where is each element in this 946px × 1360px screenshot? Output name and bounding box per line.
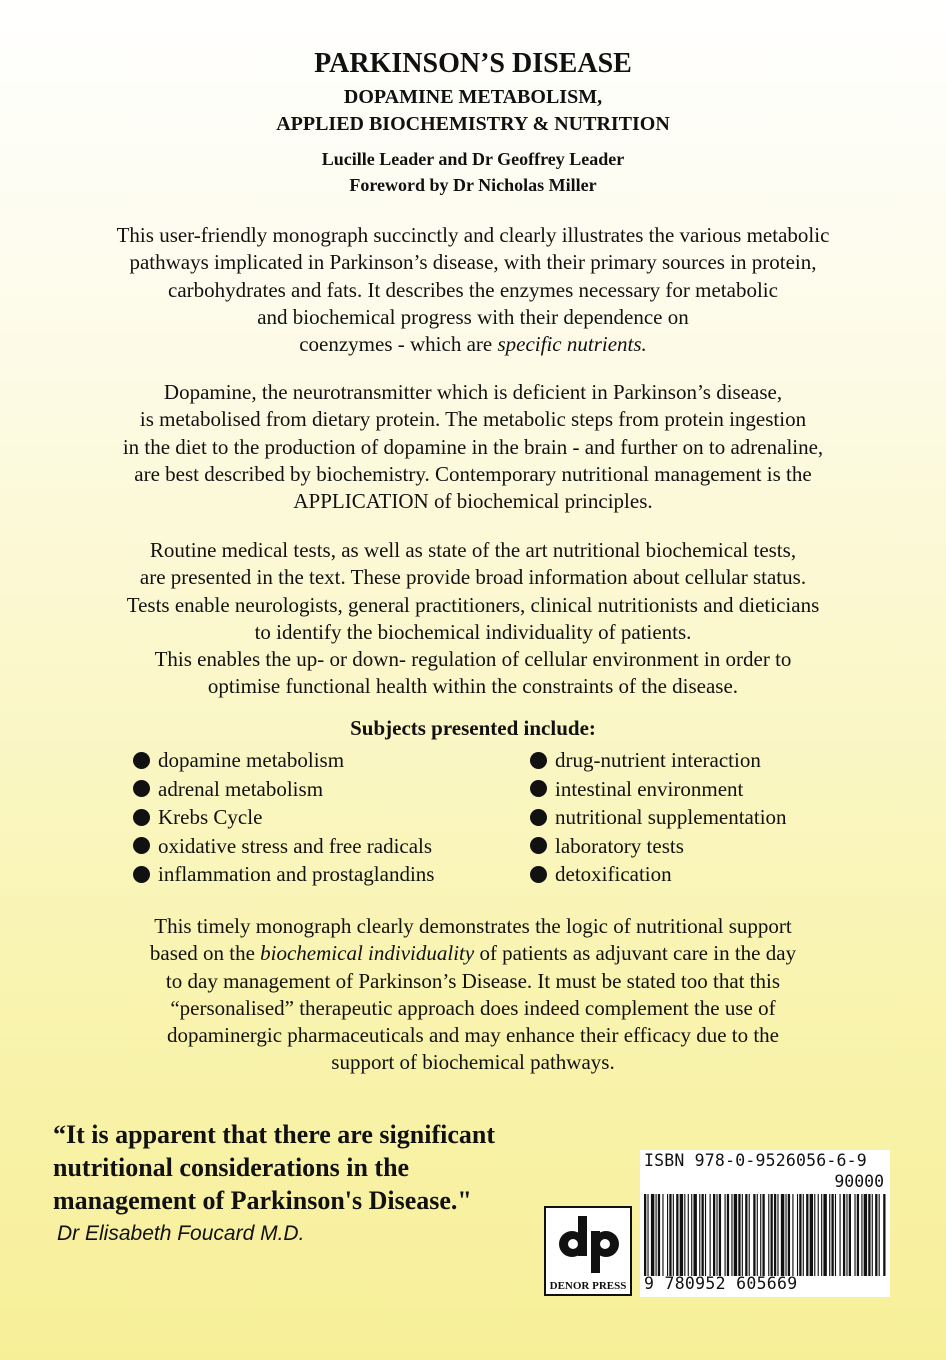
paragraph-line: “personalised” therapeutic approach does indeed complement the use of bbox=[170, 995, 776, 1020]
barcode-bar bbox=[727, 1194, 729, 1276]
list-item-label: adrenal metabolism bbox=[158, 776, 324, 801]
barcode-bar bbox=[872, 1194, 873, 1276]
paragraph-line: and biochemical progress with their dependence on bbox=[257, 304, 689, 329]
barcode-bar bbox=[658, 1194, 660, 1276]
barcode-bar bbox=[857, 1194, 859, 1276]
barcode-bar bbox=[799, 1194, 801, 1276]
barcode-bar bbox=[669, 1194, 671, 1276]
list-item bbox=[530, 832, 787, 861]
summary-paragraph bbox=[0, 913, 946, 1077]
barcode-bar bbox=[846, 1194, 847, 1276]
barcode-bar bbox=[854, 1194, 855, 1276]
book-subtitle bbox=[0, 84, 946, 138]
paragraph-line: is metabolised from dietary protein. The metabolic steps from protein ingestion bbox=[139, 407, 807, 432]
barcode-bar bbox=[810, 1194, 813, 1276]
book-title: PARKINSON’S DISEASE bbox=[314, 48, 632, 79]
paragraph-text: coenzymes - which are bbox=[299, 332, 498, 357]
list-item bbox=[133, 860, 434, 889]
endorsement-quote bbox=[53, 1118, 495, 1217]
barcode-bar bbox=[768, 1194, 769, 1276]
authors: Lucille Leader and Dr Geoffrey Leader bbox=[321, 149, 625, 169]
subjects-list-right bbox=[530, 746, 787, 889]
barcode-bar bbox=[753, 1194, 755, 1276]
barcode-bar bbox=[785, 1194, 786, 1276]
bullet-icon bbox=[133, 752, 150, 769]
bullet-icon bbox=[530, 752, 547, 769]
barcode-bar bbox=[713, 1194, 715, 1276]
paragraph-line: This user-friendly monograph succinctly and clearly illustrates the various metabolic bbox=[116, 223, 830, 247]
dopamine-paragraph bbox=[0, 379, 946, 515]
barcode-bar bbox=[680, 1194, 683, 1276]
barcode-bar bbox=[821, 1194, 822, 1276]
barcode-bar bbox=[883, 1194, 885, 1276]
paragraph-line bbox=[0, 331, 946, 358]
barcode-bar bbox=[757, 1194, 758, 1276]
publisher-name: DENOR PRESS bbox=[549, 1280, 627, 1292]
list-item-label: drug-nutrient interaction bbox=[555, 748, 761, 772]
barcode-bar bbox=[688, 1194, 689, 1276]
credits bbox=[0, 146, 946, 198]
intro-paragraph bbox=[0, 222, 946, 358]
bullet-icon bbox=[530, 837, 547, 854]
bullet-icon bbox=[530, 809, 547, 826]
list-item-label: intestinal environment bbox=[555, 776, 744, 801]
list-item bbox=[133, 803, 434, 832]
barcode-bar bbox=[644, 1194, 646, 1276]
publisher-logo bbox=[544, 1206, 632, 1296]
barcode-bar bbox=[861, 1194, 862, 1276]
paragraph-line: to day management of Parkinson’s Disease. It must be stated too that this bbox=[165, 968, 781, 993]
barcode-bar bbox=[673, 1194, 674, 1276]
paragraph-line: optimise functional health within the constraints of the disease. bbox=[207, 674, 739, 699]
list-item-label: laboratory tests bbox=[555, 833, 684, 858]
tests-paragraph bbox=[0, 537, 946, 701]
barcode-bar bbox=[879, 1194, 880, 1276]
paragraph-line: APPLICATION of biochemical principles. bbox=[293, 489, 653, 514]
barcode-bar bbox=[774, 1194, 776, 1276]
bullet-icon bbox=[133, 780, 150, 797]
barcode-bar bbox=[716, 1194, 717, 1276]
italic-text: biochemical individuality bbox=[260, 941, 475, 966]
list-item-label: nutritional supplementation bbox=[555, 805, 787, 829]
barcode-bar bbox=[781, 1194, 784, 1276]
barcode-bar bbox=[835, 1194, 836, 1276]
barcode-bar bbox=[734, 1194, 737, 1276]
barcode-bar bbox=[647, 1194, 648, 1276]
bullet-icon bbox=[133, 866, 150, 883]
barcode-bar bbox=[684, 1194, 685, 1276]
barcode-bar bbox=[771, 1194, 773, 1276]
barcode-bar bbox=[738, 1194, 740, 1276]
list-item-label: dopamine metabolism bbox=[158, 748, 345, 772]
barcode-bar bbox=[849, 1194, 851, 1276]
bullet-icon bbox=[133, 809, 150, 826]
dp-logo-icon bbox=[556, 1214, 622, 1274]
italic-text: specific nutrients. bbox=[497, 332, 647, 357]
list-item bbox=[133, 746, 434, 775]
list-item bbox=[530, 803, 787, 832]
list-item-label: inflammation and prostaglandins bbox=[158, 862, 435, 886]
barcode-bar bbox=[719, 1194, 721, 1276]
paragraph-line: are best described by biochemistry. Contemporary nutritional management is the bbox=[134, 461, 812, 486]
barcode-bar bbox=[693, 1194, 696, 1276]
barcode-bar bbox=[806, 1194, 808, 1276]
list-item bbox=[133, 775, 434, 804]
paragraph-line: support of biochemical pathways. bbox=[331, 1050, 615, 1075]
barcode-bar bbox=[788, 1194, 790, 1276]
list-item bbox=[530, 775, 787, 804]
paragraph-text: based on the bbox=[149, 941, 261, 966]
paragraph-text: of patients as adjuvant care in the day bbox=[474, 941, 797, 966]
isbn-text: ISBN 978-0-9526056-6-9 bbox=[644, 1151, 867, 1170]
barcode-bar bbox=[749, 1194, 750, 1276]
subtitle-line: DOPAMINE METABOLISM, bbox=[343, 86, 603, 108]
price-code: 90000 bbox=[834, 1172, 884, 1191]
barcode-bar bbox=[667, 1194, 668, 1276]
barcode-bar bbox=[710, 1194, 711, 1276]
paragraph-line: pathways implicated in Parkinson’s disease, with their primary sources in protein, bbox=[129, 250, 817, 275]
paragraph-line: to identify the biochemical individuality of patients. bbox=[254, 619, 692, 644]
subjects-list-left bbox=[133, 746, 434, 889]
barcode-bar bbox=[777, 1194, 778, 1276]
barcode-bar bbox=[875, 1194, 877, 1276]
barcode-bar bbox=[699, 1194, 700, 1276]
barcode-bar bbox=[705, 1194, 706, 1276]
barcode-bar bbox=[662, 1194, 663, 1276]
paragraph-line: This enables the up- or down- regulation of cellular environment in order to bbox=[154, 647, 792, 672]
paragraph-line: Routine medical tests, as well as state of the art nutritional biochemical tests, bbox=[149, 538, 797, 562]
barcode-bar bbox=[702, 1194, 704, 1276]
barcode-bar bbox=[725, 1194, 726, 1276]
barcode-bar bbox=[829, 1194, 830, 1276]
barcode-bar bbox=[676, 1194, 678, 1276]
foreword-credit: Foreword by Dr Nicholas Miller bbox=[349, 175, 597, 195]
bullet-icon bbox=[530, 866, 547, 883]
paragraph-line: Tests enable neurologists, general practitioners, clinical nutritionists and dieticians bbox=[126, 592, 820, 617]
barcode-bar bbox=[691, 1194, 692, 1276]
paragraph-line: in the diet to the production of dopamine in the brain - and further on to adrenaline, bbox=[122, 434, 824, 459]
subjects-heading: Subjects presented include: bbox=[350, 716, 596, 740]
barcode-bar bbox=[831, 1194, 833, 1276]
list-item bbox=[530, 746, 787, 775]
paragraph-line: Dopamine, the neurotransmitter which is deficient in Parkinson’s disease, bbox=[163, 380, 783, 404]
bullet-icon bbox=[530, 780, 547, 797]
list-item-label: Krebs Cycle bbox=[158, 805, 263, 829]
ean-digits: 9 780952 605669 bbox=[644, 1274, 798, 1293]
barcode-bar bbox=[792, 1194, 793, 1276]
barcode-bar bbox=[840, 1194, 841, 1276]
barcode-bars bbox=[644, 1194, 886, 1276]
subtitle-line: APPLIED BIOCHEMISTRY & NUTRITION bbox=[276, 113, 670, 135]
barcode-bar bbox=[731, 1194, 732, 1276]
barcode-bar bbox=[818, 1194, 819, 1276]
barcode-bar bbox=[762, 1194, 764, 1276]
paragraph-line: carbohydrates and fats. It describes the enzymes necessary for metabolic bbox=[168, 277, 778, 302]
barcode-bar bbox=[760, 1194, 761, 1276]
barcode-bar bbox=[868, 1194, 870, 1276]
barcode bbox=[640, 1150, 890, 1297]
barcode-bar bbox=[745, 1194, 747, 1276]
list-item-label: oxidative stress and free radicals bbox=[158, 833, 433, 858]
quote-line: “It is apparent that there are significant bbox=[53, 1120, 495, 1149]
quote-line: nutritional considerations in the bbox=[53, 1153, 410, 1182]
barcode-bar bbox=[742, 1194, 743, 1276]
barcode-bar bbox=[823, 1194, 826, 1276]
quote-line: management of Parkinson's Disease." bbox=[53, 1186, 472, 1215]
barcode-bar bbox=[814, 1194, 815, 1276]
barcode-bar bbox=[656, 1194, 657, 1276]
list-item bbox=[133, 832, 434, 861]
paragraph-line bbox=[0, 940, 946, 967]
barcode-bar bbox=[864, 1194, 867, 1276]
list-item bbox=[530, 860, 787, 889]
barcode-bar bbox=[843, 1194, 845, 1276]
bullet-icon bbox=[133, 837, 150, 854]
quote-attribution: Dr Elisabeth Foucard M.D. bbox=[57, 1222, 305, 1245]
barcode-bar bbox=[803, 1194, 804, 1276]
paragraph-line: dopaminergic pharmaceuticals and may enhance their efficacy due to the bbox=[166, 1023, 780, 1048]
barcode-bar bbox=[797, 1194, 798, 1276]
paragraph-line: This timely monograph clearly demonstrates the logic of nutritional support bbox=[154, 914, 792, 938]
paragraph-line: are presented in the text. These provide broad information about cellular status. bbox=[139, 565, 807, 590]
list-item-label: detoxification bbox=[555, 862, 672, 886]
barcode-bar bbox=[651, 1194, 654, 1276]
